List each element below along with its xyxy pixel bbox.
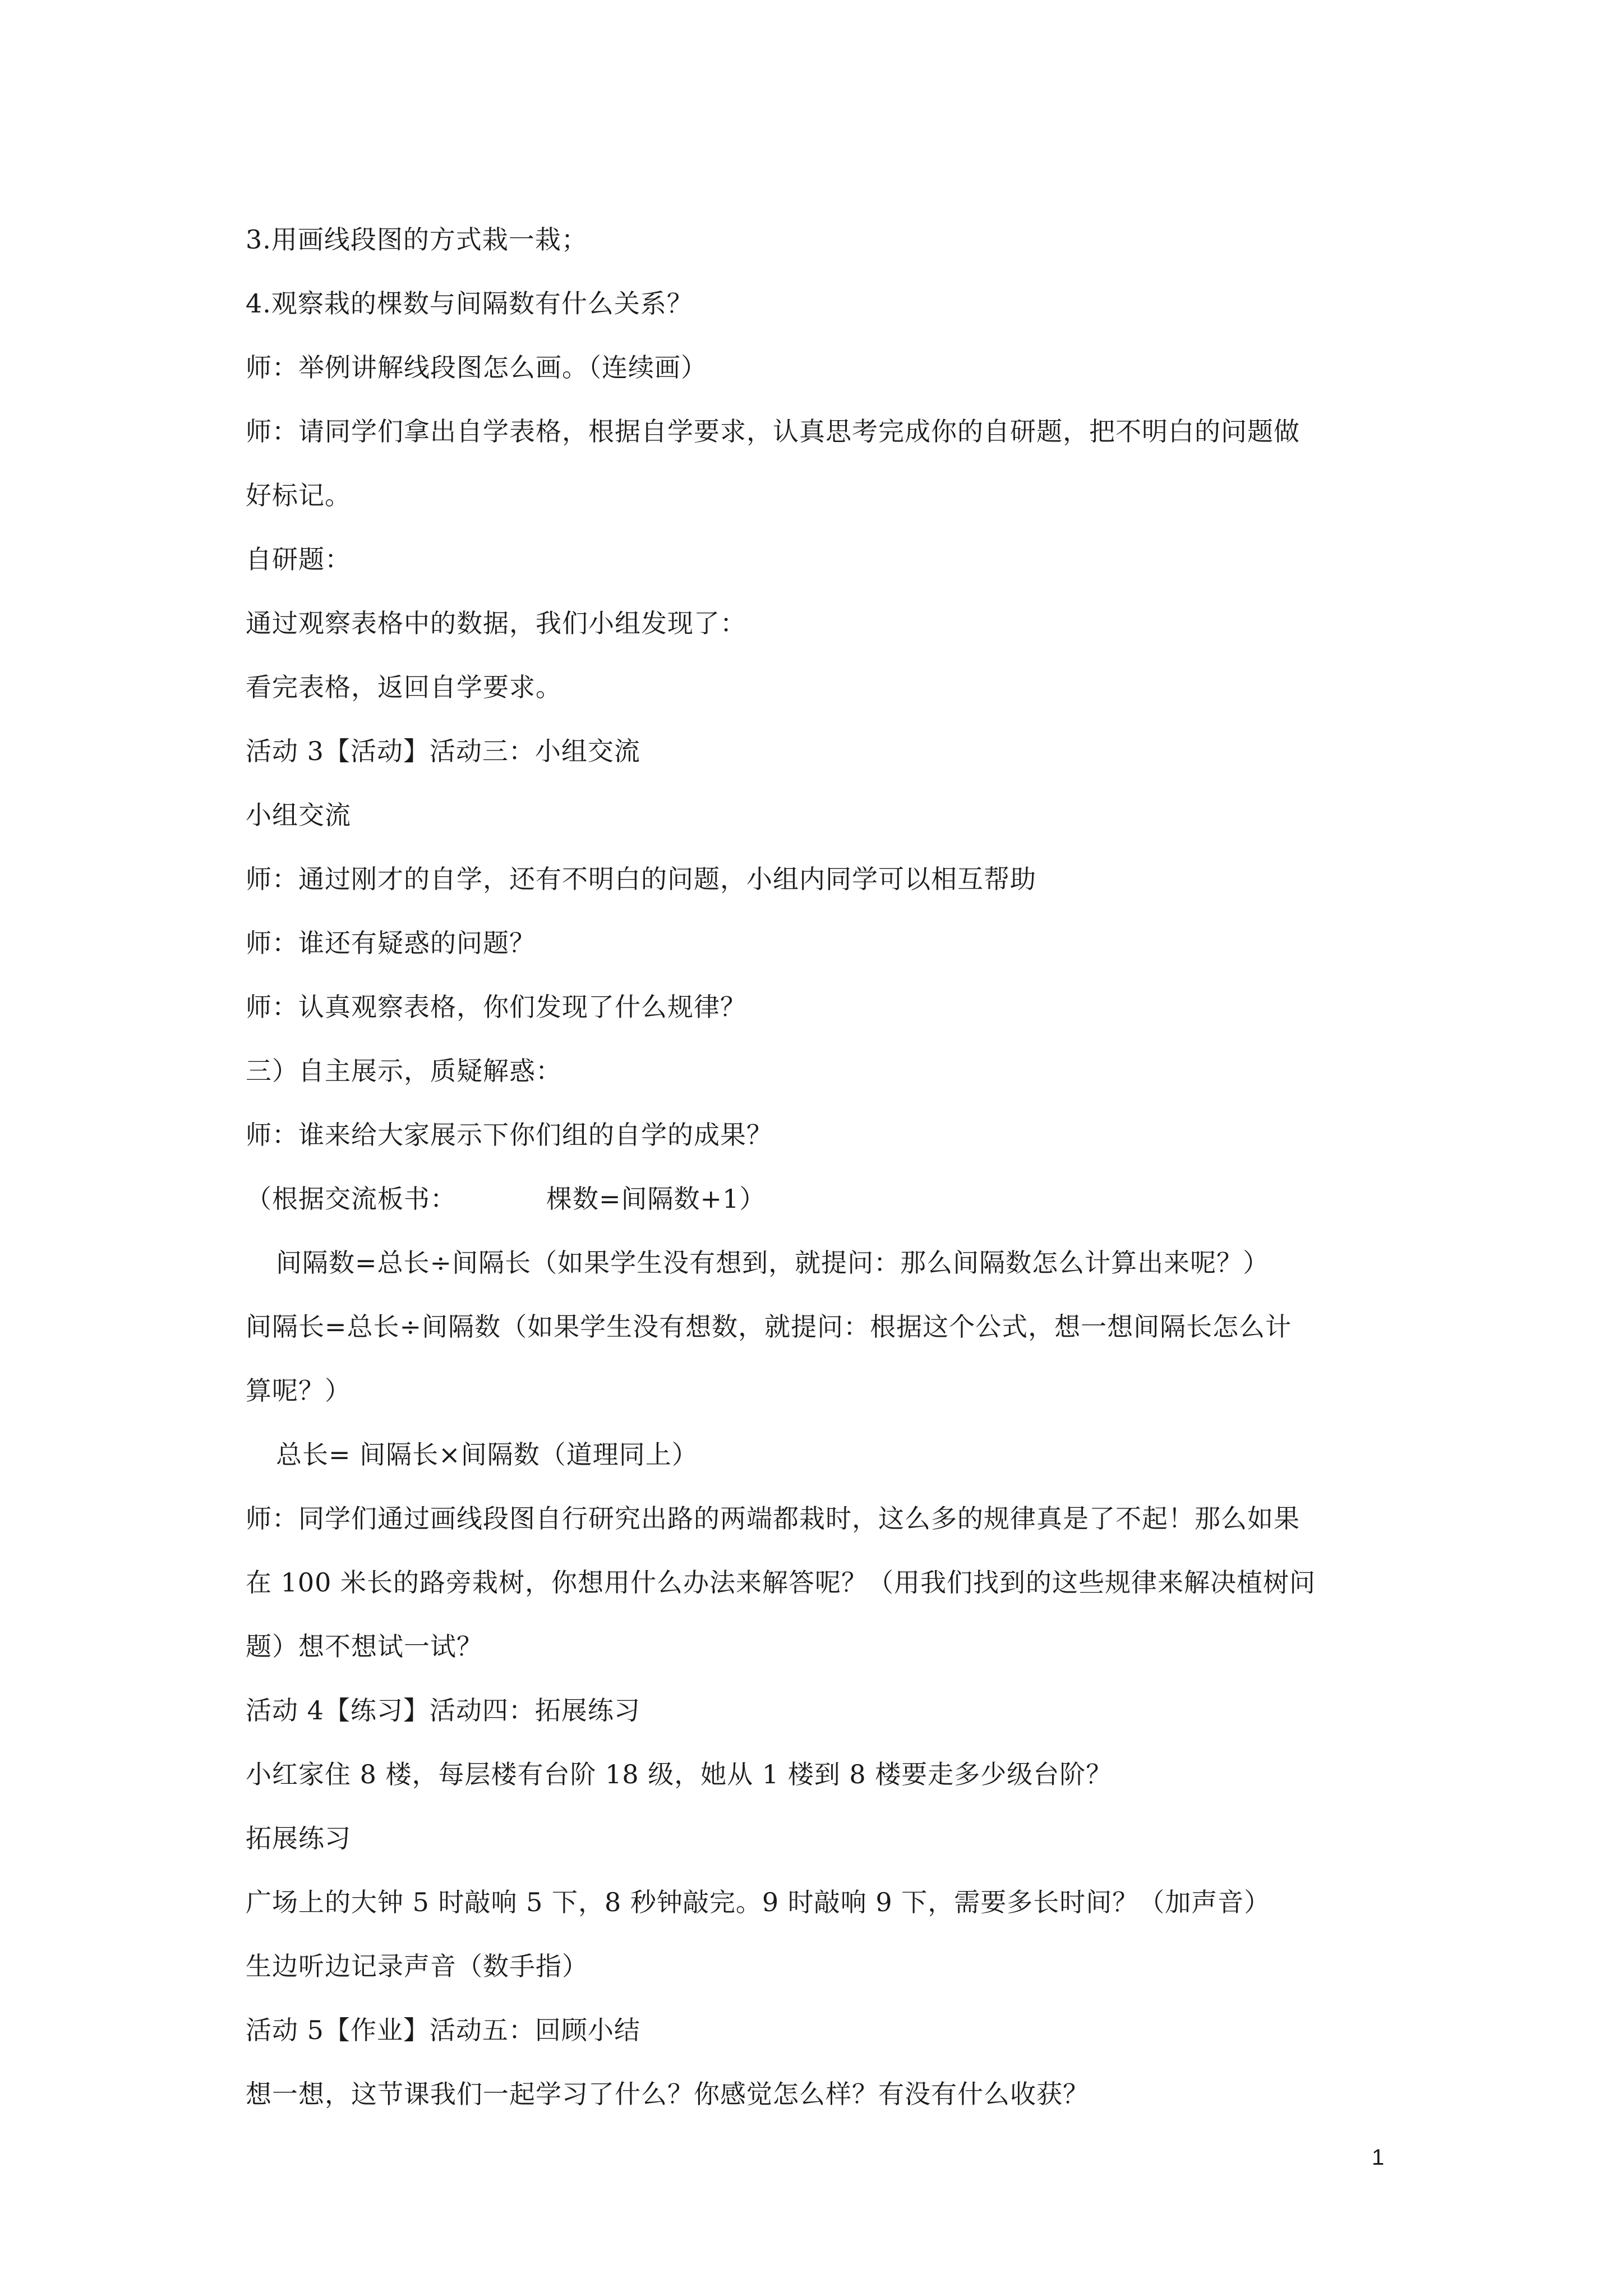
text-line: 师：通过刚才的自学，还有不明白的问题，小组内同学可以相互帮助 [246, 864, 1036, 894]
text-line: 生边听边记录声音（数手指） [246, 1951, 588, 1981]
page-number: 1 [1372, 2145, 1385, 2170]
formula-right: 棵数=间隔数+1） [546, 1184, 766, 1214]
text-line: 师：谁还有疑惑的问题？ [246, 928, 536, 958]
text-line: 小红家住 8 楼，每层楼有台阶 18 级，她从 1 楼到 8 楼要走多少级台阶？ [246, 1759, 1113, 1789]
text-line: 题）想不想试一试？ [246, 1631, 483, 1662]
formula-interval-length: 间隔长=总长÷间隔数（如果学生没有想数，就提问：根据这个公式，想一想间隔长怎么计 [246, 1312, 1292, 1342]
activity-heading: 活动 5【作业】活动五：回顾小结 [246, 2015, 640, 2045]
text-line: 好标记。 [246, 480, 351, 510]
text-line: 算呢？） [246, 1375, 351, 1406]
activity-heading: 活动 4【练习】活动四：拓展练习 [246, 1695, 640, 1726]
document-body [246, 208, 1384, 2126]
text-line: 自研题： [246, 544, 351, 574]
text-line: 4.观察栽的棵数与间隔数有什么关系？ [246, 288, 693, 319]
formula-left: （根据交流板书： [246, 1184, 457, 1214]
text-line: 师：认真观察表格，你们发现了什么规律？ [246, 992, 746, 1022]
text-line: 师：请同学们拿出自学表格，根据自学要求，认真思考完成你的自研题，把不明白的问题做 [246, 416, 1300, 447]
text-line: 广场上的大钟 5 时敲响 5 下，8 秒钟敲完。9 时敲响 9 下，需要多长时间？（加声音） [246, 1887, 1271, 1917]
formula-line [246, 1167, 1384, 1231]
text-line: 在 100 米长的路旁栽树，你想用什么办法来解答呢？（用我们找到的这些规律来解决植树问 [246, 1567, 1316, 1598]
activity-heading: 活动 3【活动】活动三：小组交流 [246, 736, 640, 766]
text-line: 3.用画线段图的方式栽一栽； [246, 224, 588, 255]
formula-interval-count: 间隔数=总长÷间隔长（如果学生没有想到，就提问：那么间隔数怎么计算出来呢？） [276, 1248, 1270, 1278]
formula-total-length: 总长= 间隔长×间隔数（道理同上） [276, 1439, 698, 1470]
text-line: 想一想，这节课我们一起学习了什么？你感觉怎么样？有没有什么收获？ [246, 2079, 1089, 2109]
section-heading: 三）自主展示，质疑解惑： [246, 1056, 562, 1086]
text-line: 拓展练习 [246, 1823, 351, 1853]
text-line: 小组交流 [246, 800, 351, 830]
text-line: 师：同学们通过画线段图自行研究出路的两端都栽时，这么多的规律真是了不起！那么如果 [246, 1503, 1300, 1534]
text-line: 师：举例讲解线段图怎么画。（连续画） [246, 352, 707, 383]
text-line: 通过观察表格中的数据，我们小组发现了： [246, 608, 746, 638]
text-line: 看完表格，返回自学要求。 [246, 672, 562, 702]
text-line: 师：谁来给大家展示下你们组的自学的成果？ [246, 1120, 773, 1150]
